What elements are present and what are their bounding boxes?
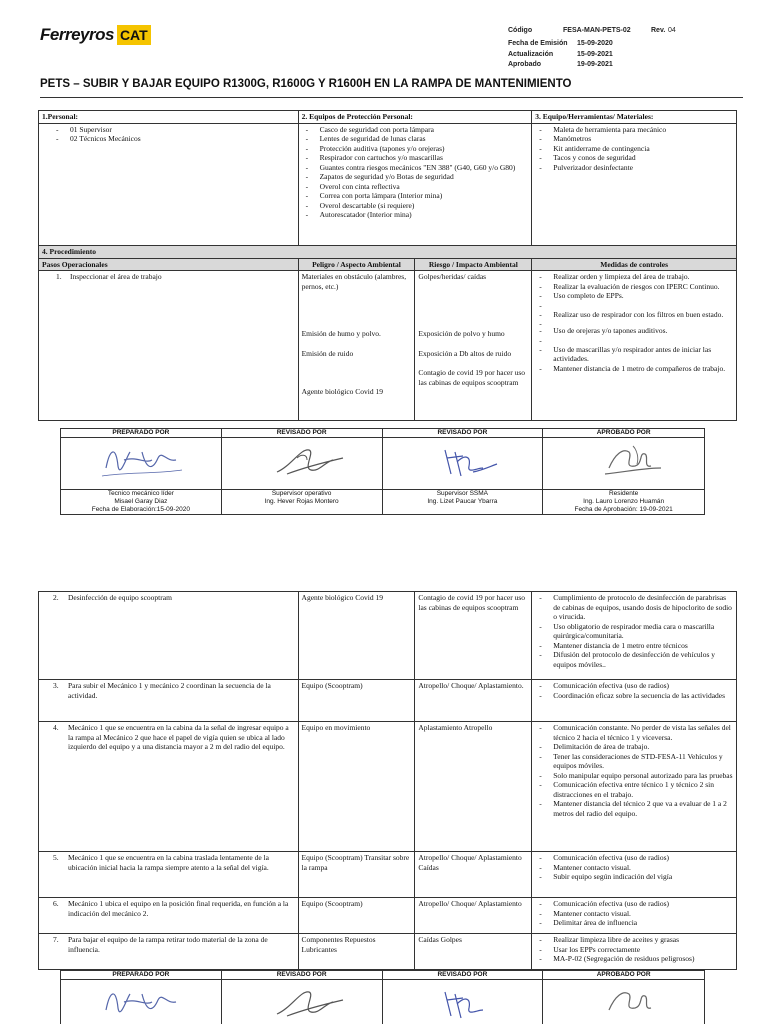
list-item: - Comunicación efectiva (uso de radios) xyxy=(535,853,733,863)
table-row xyxy=(39,680,737,722)
epp-cell xyxy=(298,123,532,257)
step-number: 6. xyxy=(53,899,59,908)
sig-header: APROBADO POR xyxy=(543,429,705,438)
list-item: - Mantener contacto visual. xyxy=(535,909,733,919)
signature-4 xyxy=(543,438,705,490)
sig-role: Supervisor operativo xyxy=(271,490,332,497)
handwritten-signature-icon xyxy=(96,980,186,1024)
list-item: - Maleta de herramienta para mecánico xyxy=(535,125,733,135)
step-peligro: Equipo (Scooptram) xyxy=(298,680,415,722)
table-row xyxy=(39,898,737,934)
step-medidas xyxy=(532,592,737,680)
list-item: - Realizar limpieza libre de aceites y grasas xyxy=(535,935,733,945)
col-peligro: Peligro / Aspecto Ambiental xyxy=(298,258,415,271)
step-text: Mecánico 1 ubica el equipo en la posición final requerida, en función a la indicación del mecánico 2. xyxy=(68,899,289,918)
logo-brand: Ferreyros xyxy=(40,25,114,44)
peligro-text: Materiales en obstáculo (alambres, pernos, etc.) xyxy=(301,272,407,291)
procedure-table-page-2 xyxy=(38,591,737,970)
handwritten-signature-icon xyxy=(417,438,507,484)
emision-label: Fecha de Emisión xyxy=(508,40,568,47)
handwritten-signature-icon xyxy=(96,438,186,484)
equipo-list xyxy=(535,125,733,173)
personal-list xyxy=(42,125,295,144)
sig-person-4 xyxy=(543,490,705,515)
list-item: - Subir equipo según indicación del vigía xyxy=(535,872,733,882)
step-medidas xyxy=(532,852,737,898)
codigo-value: FESA-MAN-PETS-02 xyxy=(563,27,631,34)
sig-name: Ing. Hever Rojas Montero xyxy=(264,498,339,505)
step-number: 4. xyxy=(53,723,59,732)
list-item: - Realizar la evaluación de riesgos con IPERC Continuo. xyxy=(535,282,733,292)
peligro-text: Emisión de humo y polvo. xyxy=(301,329,381,338)
ferreyros-logo xyxy=(40,22,155,48)
list-item: - Tacos y conos de seguridad xyxy=(535,153,733,163)
medidas-list xyxy=(535,723,733,818)
sig-header: PREPARADO POR xyxy=(61,429,222,438)
step-riesgo: Contagio de covid 19 por hacer uso las cabinas de equipos scooptram xyxy=(415,592,532,680)
aprobado-label: Aprobado xyxy=(508,61,542,68)
list-item: - Casco de seguridad con porta lámpara xyxy=(302,125,529,135)
epp-header: 2. Equipos de Protección Personal: xyxy=(298,111,532,124)
step-medidas xyxy=(532,722,737,852)
handwritten-signature-icon xyxy=(579,438,669,484)
list-item: - Protección auditiva (tapones y/o orejeras) xyxy=(302,144,529,154)
list-item: - Guantes contra riesgos mecánicos "EN 388" (G40, G60 y/o G80) xyxy=(302,163,529,173)
sig-role: Supervisor SSMA xyxy=(436,490,489,497)
list-item-continuation: - Mantener distancia de 1 metro de compañeros de trabajo. xyxy=(535,364,733,374)
list-item: - Comunicación efectiva (uso de radios) xyxy=(535,899,733,909)
sig-name: Ing. Lauro Lorenzo Huamán xyxy=(583,498,665,505)
actualizacion-value: 15-09-2021 xyxy=(577,51,613,58)
medidas-list xyxy=(535,593,733,669)
list-item: - Autorescatador (Interior mina) xyxy=(302,210,529,220)
list-item: - Coordinación eficaz sobre la secuencia de las actividades xyxy=(535,691,733,701)
sig-name: Misael Garay Diaz xyxy=(114,498,168,505)
step-text: Para bajar el equipo de la rampa retirar todo material de la zona de influencia. xyxy=(68,935,268,954)
step-medidas xyxy=(532,898,737,934)
list-item: - Overol descartable (si requiere) xyxy=(302,201,529,211)
step-paso xyxy=(39,722,299,852)
signature-table-2 xyxy=(60,970,705,1024)
col-medidas: Medidas de controles xyxy=(532,258,737,271)
equipo-cell xyxy=(532,123,737,257)
aprobado-value: 19-09-2021 xyxy=(577,61,613,68)
signature-3 xyxy=(382,980,543,1024)
sig-header: REVISADO POR xyxy=(382,429,543,438)
emision-value: 15-09-2020 xyxy=(577,40,613,47)
riesgo-text: Exposición de polvo y humo xyxy=(418,329,505,338)
list-item: - Uso completo de EPPs. xyxy=(535,291,733,301)
spacer xyxy=(535,336,733,345)
col-riesgo: Riesgo / Impacto Ambiental xyxy=(415,258,532,271)
title-divider xyxy=(40,97,743,98)
list-item: - Uso de orejeras y/o tapones auditivos. xyxy=(535,326,733,336)
list-item: - Mantener contacto visual. xyxy=(535,863,733,873)
signature-1 xyxy=(61,980,222,1024)
step-paso xyxy=(39,852,299,898)
list-item: - Uso obligatorio de respirador media cara o mascarilla quirúrgica/comunitaria. xyxy=(535,622,733,641)
step-medidas xyxy=(532,934,737,970)
list-item: - Mantener distancia de 1 metro entre técnicos xyxy=(535,641,733,651)
list-item: - Cumplimiento de protocolo de desinfección de parabrisas de cabinas de equipos, usando dosis de hipoclorito de sodio o virucida. xyxy=(535,593,733,622)
step-1-paso xyxy=(39,271,299,421)
spacer xyxy=(535,319,733,326)
procedure-table-page-1 xyxy=(38,245,737,421)
step-number: 3. xyxy=(53,681,59,690)
step-text: Inspeccionar el área de trabajo xyxy=(70,272,162,281)
procedure-header: 4. Procedimiento xyxy=(39,246,737,259)
signature-2 xyxy=(221,438,382,490)
step-riesgo: Aplastamiento Atropello xyxy=(415,722,532,852)
riesgo-text: Golpes/heridas/ caídas xyxy=(418,272,487,281)
spacer xyxy=(535,301,733,310)
sig-date: Fecha de Elaboración:15-09-2020 xyxy=(91,506,191,513)
list-item: - Zapatos de seguridad y/o Botas de seguridad xyxy=(302,172,529,182)
sig-header: REVISADO POR xyxy=(382,971,543,980)
list-item: - Comunicación efectiva (uso de radios) xyxy=(535,681,733,691)
list-item: - 02 Técnicos Mecánicos xyxy=(52,134,295,144)
step-peligro: Equipo en movimiento xyxy=(298,722,415,852)
step-1-riesgo xyxy=(415,271,532,421)
list-item: - Comunicación efectiva entre técnico 1 y técnico 2 sin distracciones en el trabajo. xyxy=(535,780,733,799)
sig-role: Tecnico mecánico líder xyxy=(107,490,174,497)
table-row xyxy=(39,852,737,898)
personal-header: 1.Personal: xyxy=(39,111,299,124)
table-row xyxy=(39,934,737,970)
step-peligro: Agente biológico Covid 19 xyxy=(298,592,415,680)
list-item: - Comunicación constante. No perder de vista las señales del técnico 2 hacia el técnico 1 y viceversa. xyxy=(535,723,733,742)
list-item: - Pulverizador desinfectante xyxy=(535,163,733,173)
handwritten-signature-icon xyxy=(257,980,347,1024)
signature-4 xyxy=(543,980,705,1024)
codigo-label: Código xyxy=(508,27,533,34)
list-item: - Correa con porta lámpara (Interior mina) xyxy=(302,191,529,201)
sig-header: REVISADO POR xyxy=(221,971,382,980)
equipo-header: 3. Equipo/Herramientas/ Materiales: xyxy=(532,111,737,124)
list-item: - Overol con cinta reflectiva xyxy=(302,182,529,192)
personal-cell xyxy=(39,123,299,257)
step-number: 1. xyxy=(56,272,62,281)
step-text: Mecánico 1 que se encuentra en la cabina da la señal de ingresar equipo a la rampa al Mecánico 2 que hace el papel de vigía quien se ubica al lado izquierdo del equipo y a una distancia mayor a 2 m del radio del equipo. xyxy=(68,723,289,751)
step-1-peligro xyxy=(298,271,415,421)
doc-meta xyxy=(508,27,676,71)
step-riesgo: Atropello/ Choque/ Aplastamiento Caídas xyxy=(415,852,532,898)
step-text: Desinfección de equipo scooptram xyxy=(68,593,172,602)
step-number: 5. xyxy=(53,853,59,862)
list-item: - Manómetros xyxy=(535,134,733,144)
sig-date: Fecha de Aprobación: 19-09-2021 xyxy=(574,506,673,513)
step-medidas xyxy=(532,680,737,722)
list-item: - Usar los EPPs correctamente xyxy=(535,945,733,955)
step-number: 2. xyxy=(53,593,59,602)
list-item: - MA-P-02 (Segregación de residuos peligrosos) xyxy=(535,954,733,964)
list-item: - Tener las consideraciones de STD-FESA-11 Vehículos y equipos móviles. xyxy=(535,752,733,771)
step-number: 7. xyxy=(53,935,59,944)
list-item: - Difusión del protocolo de desinfección de vehículos y equipos móviles.. xyxy=(535,650,733,669)
sig-name: Ing. Lizet Paucar Ybarra xyxy=(427,498,498,505)
step-paso xyxy=(39,934,299,970)
step-paso xyxy=(39,592,299,680)
step-peligro: Equipo (Scooptram) Transitar sobre la rampa xyxy=(298,852,415,898)
peligro-text: Agente biológico Covid 19 xyxy=(301,387,384,396)
step-paso xyxy=(39,898,299,934)
list-item: - Realizar uso de respirador con los filtros en buen estado. xyxy=(535,310,733,320)
sig-header: REVISADO POR xyxy=(221,429,382,438)
sig-person-2 xyxy=(221,490,382,515)
signature-strip-2 xyxy=(60,970,705,1024)
rev-label: Rev. xyxy=(651,27,666,34)
list-item: - 01 Supervisor xyxy=(52,125,295,135)
table-row xyxy=(39,722,737,852)
signature-table-1 xyxy=(60,428,705,515)
medidas-list xyxy=(535,935,733,964)
step-paso xyxy=(39,680,299,722)
logo-cat: CAT xyxy=(117,25,151,45)
step-text: Mecánico 1 que se encuentra en la cabina traslada lentamente de la ubicación inicial hacia la rampa siempre atento a la señal del vigía. xyxy=(68,853,269,872)
epp-list xyxy=(302,125,529,220)
sig-person-1 xyxy=(61,490,222,515)
medidas-list xyxy=(535,272,733,373)
list-item: - Solo manipular equipo personal autorizado para las pruebas xyxy=(535,771,733,781)
step-1-medidas xyxy=(532,271,737,421)
medidas-list xyxy=(535,899,733,928)
step-peligro: Equipo (Scooptram) xyxy=(298,898,415,934)
list-item: - Lentes de seguridad de lunas claras xyxy=(302,134,529,144)
list-item: - Delimitar área de influencia xyxy=(535,918,733,928)
signature-1 xyxy=(61,438,222,490)
list-item: - Kit antiderrame de contingencia xyxy=(535,144,733,154)
sig-header: PREPARADO POR xyxy=(61,971,222,980)
sig-date-empty xyxy=(224,506,380,514)
step-peligro: Componentes Repuestos Lubricantes xyxy=(298,934,415,970)
actualizacion-label: Actualización xyxy=(508,51,554,58)
signature-3 xyxy=(382,438,543,490)
handwritten-signature-icon xyxy=(579,980,669,1024)
rev-value: 04 xyxy=(668,27,676,34)
handwritten-signature-icon xyxy=(417,980,507,1024)
col-pasos: Pasos Operacionales xyxy=(39,258,299,271)
medidas-list xyxy=(535,681,733,700)
list-item: - Mantener distancia del técnico 2 que va a evaluar de 1 a 2 metros del radio del equipo. xyxy=(535,799,733,818)
step-riesgo: Atropello/ Choque/ Aplastamiento xyxy=(415,898,532,934)
sig-header: APROBADO POR xyxy=(543,971,705,980)
sig-role: Residente xyxy=(608,490,639,497)
pets-table-page-1 xyxy=(38,110,737,258)
sig-date-empty xyxy=(385,506,541,514)
peligro-text: Emisión de ruido xyxy=(301,349,354,358)
list-item: - Uso de mascarillas y/o respirador antes de iniciar las actividades. xyxy=(535,345,733,364)
page-title: PETS – SUBIR Y BAJAR EQUIPO R1300G, R1600G Y R1600H EN LA RAMPA DE MANTENIMIENTO xyxy=(40,78,572,90)
step-riesgo: Atropello/ Choque/ Aplastamiento. xyxy=(415,680,532,722)
table-row xyxy=(39,271,737,421)
table-row xyxy=(39,592,737,680)
sig-person-3 xyxy=(382,490,543,515)
handwritten-signature-icon xyxy=(257,438,347,484)
signature-2 xyxy=(221,980,382,1024)
riesgo-text: Contagio de covid 19 por hacer uso las cabinas de equipos scooptram xyxy=(418,368,526,387)
list-item: - Realizar orden y limpieza del área de trabajo. xyxy=(535,272,733,282)
step-riesgo: Caídas Golpes xyxy=(415,934,532,970)
list-item: - Delimitación de área de trabajo. xyxy=(535,742,733,752)
medidas-list xyxy=(535,853,733,882)
list-item: - Respirador con cartuchos y/o mascarillas xyxy=(302,153,529,163)
step-text: Para subir el Mecánico 1 y mecánico 2 coordinan la secuencia de la actividad. xyxy=(68,681,271,700)
riesgo-text: Exposición a Db altos de ruido xyxy=(418,349,512,358)
